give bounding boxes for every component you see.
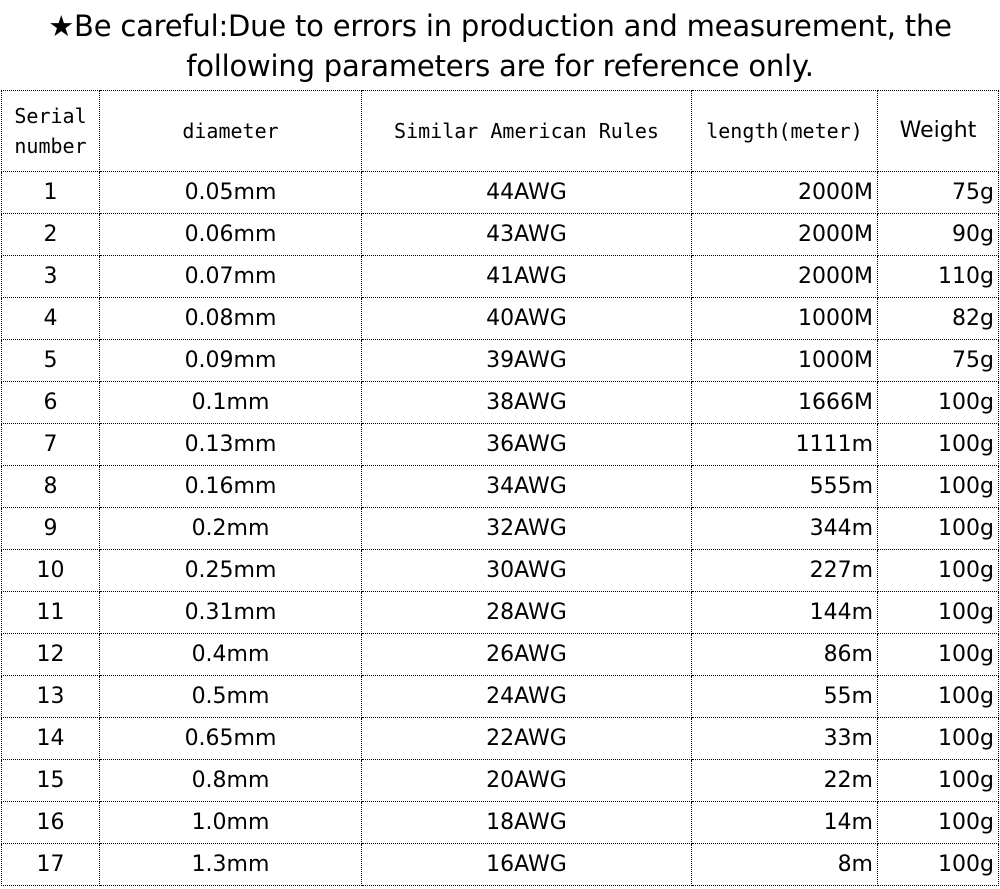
- awg-cell: 28AWG: [362, 592, 692, 634]
- length-cell: 2000M: [692, 214, 878, 256]
- weight-cell: 100g: [878, 382, 999, 424]
- table-row: [2, 298, 999, 340]
- serial-cell: 17: [2, 844, 100, 886]
- awg-cell: 18AWG: [362, 802, 692, 844]
- length-cell: 8m: [692, 844, 878, 886]
- length-cell: 86m: [692, 634, 878, 676]
- table-row: [2, 172, 999, 214]
- length-cell: 1111m: [692, 424, 878, 466]
- awg-cell: 22AWG: [362, 718, 692, 760]
- notice-line-1: ★Be careful:Due to errors in production and measurement, the: [48, 9, 952, 43]
- length-cell: 1000M: [692, 298, 878, 340]
- serial-cell: 11: [2, 592, 100, 634]
- serial-cell: 2: [2, 214, 100, 256]
- serial-cell: 6: [2, 382, 100, 424]
- diameter-cell: 0.65mm: [100, 718, 362, 760]
- serial-cell: 16: [2, 802, 100, 844]
- caution-notice: [0, 0, 1000, 90]
- header-serial-line-1: Serial: [14, 104, 87, 128]
- wire-spec-table: [1, 90, 999, 886]
- diameter-cell: 0.13mm: [100, 424, 362, 466]
- awg-cell: 20AWG: [362, 760, 692, 802]
- diameter-cell: 0.05mm: [100, 172, 362, 214]
- table-row: [2, 844, 999, 886]
- length-cell: 22m: [692, 760, 878, 802]
- length-cell: 227m: [692, 550, 878, 592]
- weight-cell: 100g: [878, 424, 999, 466]
- table-row: [2, 508, 999, 550]
- header-weight: Weight: [878, 91, 999, 172]
- length-cell: 2000M: [692, 256, 878, 298]
- length-cell: 555m: [692, 466, 878, 508]
- awg-cell: 32AWG: [362, 508, 692, 550]
- header-serial-number: [2, 91, 100, 172]
- awg-cell: 40AWG: [362, 298, 692, 340]
- length-cell: 144m: [692, 592, 878, 634]
- table-row: [2, 340, 999, 382]
- serial-cell: 13: [2, 676, 100, 718]
- diameter-cell: 1.3mm: [100, 844, 362, 886]
- table-header-row: [2, 91, 999, 172]
- header-diameter: diameter: [100, 91, 362, 172]
- length-cell: 1000M: [692, 340, 878, 382]
- weight-cell: 100g: [878, 676, 999, 718]
- diameter-cell: 1.0mm: [100, 802, 362, 844]
- weight-cell: 100g: [878, 550, 999, 592]
- weight-cell: 100g: [878, 760, 999, 802]
- weight-cell: 100g: [878, 466, 999, 508]
- table-row: [2, 550, 999, 592]
- awg-cell: 38AWG: [362, 382, 692, 424]
- serial-cell: 5: [2, 340, 100, 382]
- diameter-cell: 0.5mm: [100, 676, 362, 718]
- awg-cell: 39AWG: [362, 340, 692, 382]
- serial-cell: 7: [2, 424, 100, 466]
- notice-line-2: following parameters are for reference only.: [186, 49, 814, 83]
- table-row: [2, 424, 999, 466]
- diameter-cell: 0.8mm: [100, 760, 362, 802]
- weight-cell: 100g: [878, 802, 999, 844]
- table-row: [2, 718, 999, 760]
- serial-cell: 10: [2, 550, 100, 592]
- diameter-cell: 0.25mm: [100, 550, 362, 592]
- diameter-cell: 0.07mm: [100, 256, 362, 298]
- serial-cell: 4: [2, 298, 100, 340]
- diameter-cell: 0.08mm: [100, 298, 362, 340]
- awg-cell: 44AWG: [362, 172, 692, 214]
- diameter-cell: 0.2mm: [100, 508, 362, 550]
- table-row: [2, 634, 999, 676]
- awg-cell: 36AWG: [362, 424, 692, 466]
- awg-cell: 24AWG: [362, 676, 692, 718]
- weight-cell: 90g: [878, 214, 999, 256]
- weight-cell: 100g: [878, 844, 999, 886]
- serial-cell: 12: [2, 634, 100, 676]
- length-cell: 33m: [692, 718, 878, 760]
- weight-cell: 82g: [878, 298, 999, 340]
- length-cell: 14m: [692, 802, 878, 844]
- awg-cell: 43AWG: [362, 214, 692, 256]
- length-cell: 1666M: [692, 382, 878, 424]
- weight-cell: 100g: [878, 718, 999, 760]
- table-row: [2, 760, 999, 802]
- awg-cell: 34AWG: [362, 466, 692, 508]
- weight-cell: 100g: [878, 592, 999, 634]
- length-cell: 55m: [692, 676, 878, 718]
- length-cell: 344m: [692, 508, 878, 550]
- diameter-cell: 0.16mm: [100, 466, 362, 508]
- serial-cell: 9: [2, 508, 100, 550]
- weight-cell: 100g: [878, 634, 999, 676]
- diameter-cell: 0.09mm: [100, 340, 362, 382]
- diameter-cell: 0.06mm: [100, 214, 362, 256]
- table-row: [2, 802, 999, 844]
- awg-cell: 16AWG: [362, 844, 692, 886]
- diameter-cell: 0.1mm: [100, 382, 362, 424]
- table-row: [2, 214, 999, 256]
- diameter-cell: 0.4mm: [100, 634, 362, 676]
- table-row: [2, 256, 999, 298]
- serial-cell: 14: [2, 718, 100, 760]
- header-length: length(meter): [692, 91, 878, 172]
- awg-cell: 41AWG: [362, 256, 692, 298]
- table-row: [2, 466, 999, 508]
- serial-cell: 15: [2, 760, 100, 802]
- awg-cell: 30AWG: [362, 550, 692, 592]
- weight-cell: 75g: [878, 340, 999, 382]
- diameter-cell: 0.31mm: [100, 592, 362, 634]
- table-body: [2, 172, 999, 886]
- awg-cell: 26AWG: [362, 634, 692, 676]
- weight-cell: 110g: [878, 256, 999, 298]
- header-american-rules: Similar American Rules: [362, 91, 692, 172]
- table-row: [2, 676, 999, 718]
- table-row: [2, 592, 999, 634]
- weight-cell: 100g: [878, 508, 999, 550]
- serial-cell: 8: [2, 466, 100, 508]
- header-serial-line-2: number: [14, 134, 87, 158]
- weight-cell: 75g: [878, 172, 999, 214]
- length-cell: 2000M: [692, 172, 878, 214]
- serial-cell: 1: [2, 172, 100, 214]
- table-row: [2, 382, 999, 424]
- serial-cell: 3: [2, 256, 100, 298]
